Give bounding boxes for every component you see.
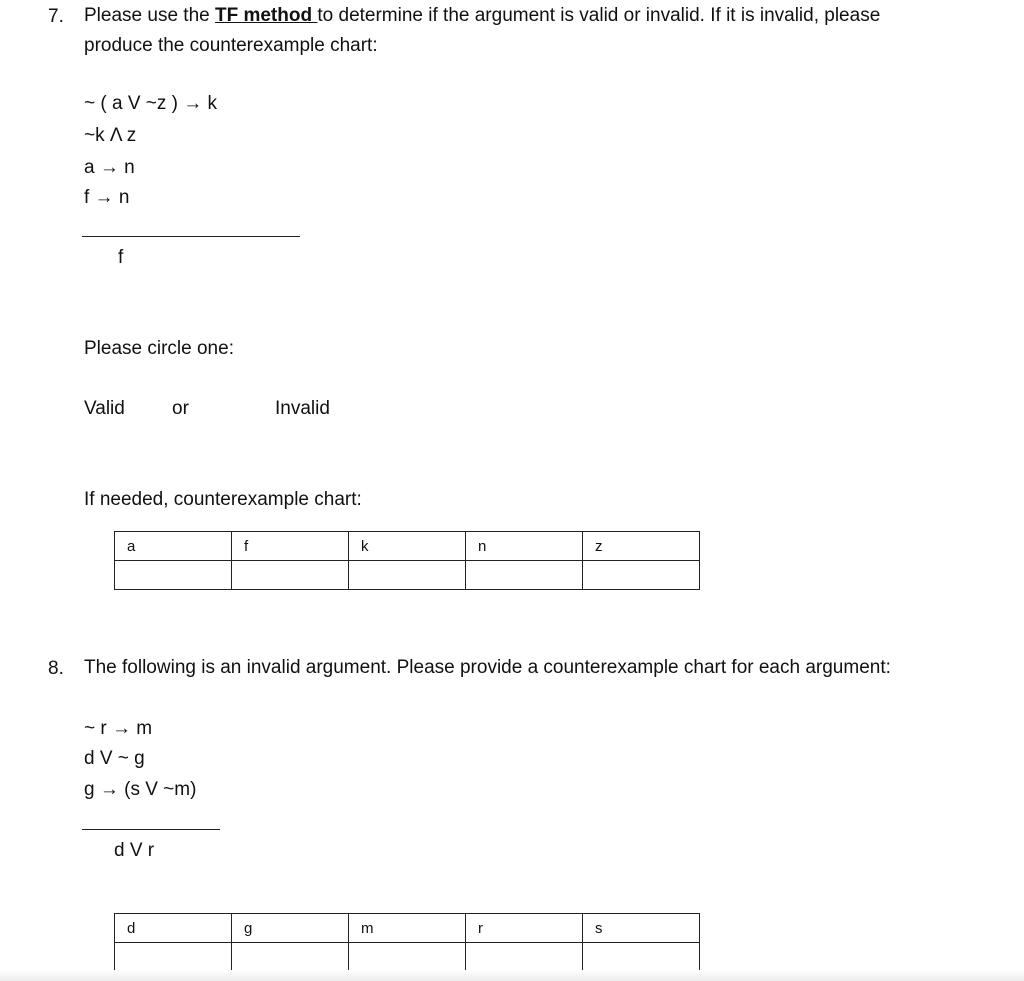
q8-chart-cell-r[interactable] bbox=[466, 943, 583, 972]
q7-premise-3: a → n bbox=[84, 157, 135, 178]
q7-chart-answer-row bbox=[115, 561, 700, 590]
q7-chart-header-f: f bbox=[232, 532, 349, 561]
q7-chart-cell-z[interactable] bbox=[583, 561, 700, 590]
q7-chart-cell-n[interactable] bbox=[466, 561, 583, 590]
question-8-prompt: The following is an invalid argument. Please provide a counterexample chart for each argument: bbox=[84, 657, 891, 678]
q7-option-valid[interactable]: Valid bbox=[84, 398, 125, 419]
q7-chart-header-a: a bbox=[115, 532, 232, 561]
q7-premise-1: ~ ( a V ~z ) → k bbox=[84, 93, 218, 114]
q7-chart-cell-f[interactable] bbox=[232, 561, 349, 590]
tf-method-emphasis: TF method bbox=[214, 5, 318, 26]
q7-conclusion-rule bbox=[82, 236, 300, 237]
question-7-prompt-line2: produce the counterexample chart: bbox=[84, 35, 378, 56]
q7-premise-2: ~k Λ z bbox=[84, 125, 137, 146]
q7-chart-cell-a[interactable] bbox=[115, 561, 232, 590]
page-bottom-shadow bbox=[0, 970, 1024, 981]
q8-chart-header-g: g bbox=[232, 914, 349, 943]
q8-chart-header-m: m bbox=[349, 914, 466, 943]
q8-premise-3: g → (s V ~m) bbox=[84, 779, 197, 800]
q8-premise-1: ~ r → m bbox=[84, 718, 153, 739]
question-7-number: 7. bbox=[48, 6, 64, 27]
q7-chart-header-z: z bbox=[583, 532, 700, 561]
q7-option-or: or bbox=[172, 398, 189, 419]
q8-conclusion-rule bbox=[82, 829, 220, 830]
q8-chart-cell-d[interactable] bbox=[115, 943, 232, 972]
question-7-prompt-line1 bbox=[84, 1, 880, 31]
q8-conclusion: d V r bbox=[114, 840, 155, 861]
q8-chart-cell-m[interactable] bbox=[349, 943, 466, 972]
q7-circle-prompt: Please circle one: bbox=[84, 338, 234, 359]
q7-chart-header-n: n bbox=[466, 532, 583, 561]
q7-option-invalid[interactable]: Invalid bbox=[275, 398, 330, 419]
q8-chart-header-d: d bbox=[115, 914, 232, 943]
q7-counterexample-chart bbox=[114, 531, 700, 590]
q8-counterexample-chart bbox=[114, 913, 700, 972]
q7-text-before: Please use the bbox=[84, 5, 215, 26]
q7-chart-header-row bbox=[115, 532, 700, 561]
q8-chart-cell-s[interactable] bbox=[583, 943, 700, 972]
q7-chart-prompt: If needed, counterexample chart: bbox=[84, 489, 362, 510]
question-8-number: 8. bbox=[48, 658, 64, 679]
q7-premise-4: f → n bbox=[84, 187, 130, 208]
q8-chart-cell-g[interactable] bbox=[232, 943, 349, 972]
q7-chart-cell-k[interactable] bbox=[349, 561, 466, 590]
q8-chart-header-r: r bbox=[466, 914, 583, 943]
q8-chart-header-s: s bbox=[583, 914, 700, 943]
q8-chart-header-row bbox=[115, 914, 700, 943]
q8-premise-2: d V ~ g bbox=[84, 748, 145, 769]
q7-chart-header-k: k bbox=[349, 532, 466, 561]
q7-text-after: to determine if the argument is valid or invalid. If it is invalid, please bbox=[317, 5, 881, 26]
q8-chart-answer-row bbox=[115, 943, 700, 972]
q7-conclusion: f bbox=[118, 247, 124, 268]
